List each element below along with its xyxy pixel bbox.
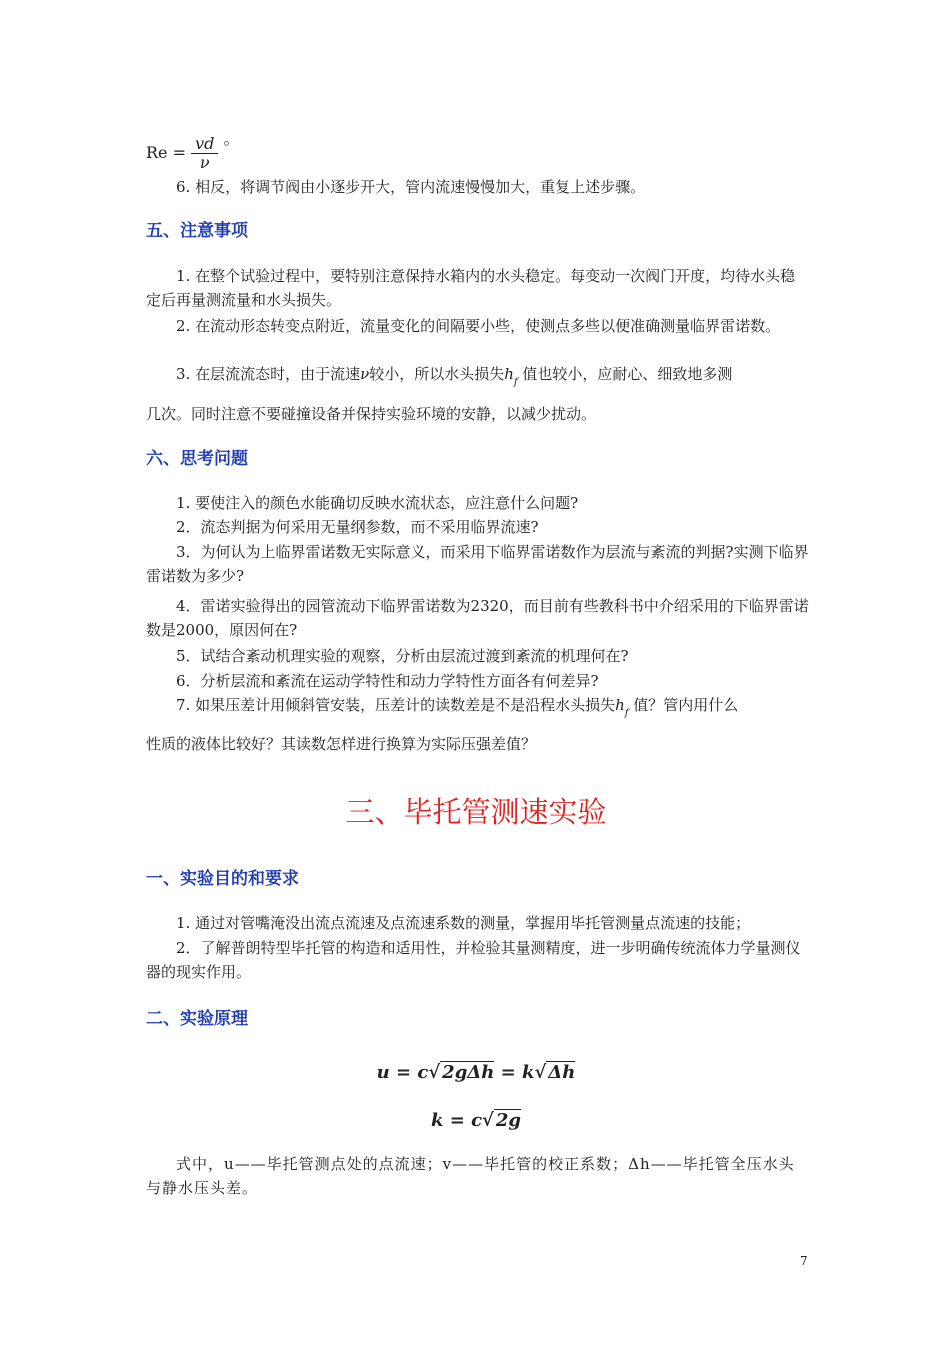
question-7-text-a: 7. 如果压差计用倾斜管安装，压差计的读数差是不是沿程水头损失 bbox=[176, 696, 616, 714]
question-7-line1 bbox=[146, 693, 810, 726]
question-7-line2: 性质的液体比较好？其读数怎样进行换算为实际压强差值？ bbox=[146, 735, 537, 753]
reynolds-formula bbox=[146, 126, 240, 172]
question-7-text-b: 值？管内用什么 bbox=[628, 696, 739, 714]
formula-1-radicand-2: Δh bbox=[548, 1062, 576, 1083]
step-6: 6. 相反，将调节阀由小逐步开大，管内流速慢慢加大，重复上述步骤。 bbox=[176, 178, 646, 196]
chapter-title: 三、毕托管测速实验 bbox=[345, 795, 607, 829]
reynolds-numerator: vd bbox=[191, 135, 218, 154]
note-item-3-line1 bbox=[146, 362, 810, 395]
question-3: 3．为何认为上临界雷诺数无实际意义，而采用下临界雷诺数作为层流与紊流的判据?实测下临界雷诺数为多少? bbox=[146, 543, 809, 585]
note-item-3-text-c: 值也较小，应耐心、细致地多测 bbox=[517, 365, 733, 383]
reynolds-fraction bbox=[191, 135, 218, 172]
note-item-3-line2: 几次。同时注意不要碰撞设备并保持实验环境的安静，以减少扰动。 bbox=[146, 405, 597, 423]
note-item-3-text-b: 较小，所以水头损失 bbox=[369, 365, 505, 383]
section-a-heading: 一、实验目的和要求 bbox=[146, 869, 299, 889]
note-item-2: 2. 在流动形态转变点附近，流量变化的间隔要小些，使测点多些以便准确测量临界雷诺数。 bbox=[176, 317, 781, 335]
note-item-1: 1. 在整个试验过程中，要特别注意保持水箱内的水头稳定。每变动一次阀门开度，均待水头稳定后再量测流量和水头损失。 bbox=[146, 267, 796, 309]
pitot-velocity-formula bbox=[0, 1062, 952, 1083]
formula-1-radicand-1: 2gΔh bbox=[442, 1062, 495, 1083]
question-5: 5．试结合紊动机理实验的观察，分析由层流过渡到紊流的机理何在? bbox=[176, 647, 629, 665]
question-2: 2．流态判据为何采用无量纲参数，而不采用临界流速? bbox=[176, 518, 539, 536]
page-number: 7 bbox=[800, 1254, 808, 1268]
question-6: 6．分析层流和紊流在运动学特性和动力学特性方面各有何差异? bbox=[176, 672, 599, 690]
pitot-coefficient-formula bbox=[0, 1110, 952, 1131]
formula-1-lhs: u = c bbox=[376, 1062, 429, 1083]
velocity-symbol: ν bbox=[360, 365, 370, 383]
section-5-heading: 五、注意事项 bbox=[146, 221, 248, 241]
head-loss-subscript: f bbox=[624, 708, 629, 719]
formula-explanation: 式中，u——毕托管测点处的点流速；v——毕托管的校正系数；Δh——毕托管全压水头与静水压头差。 bbox=[146, 1155, 795, 1197]
sqrt-sign: √ bbox=[482, 1110, 494, 1131]
question-4: 4．雷诺实验得出的园管流动下临界雷诺数为2320，而目前有些教科书中介绍采用的下临界雷诺数是2000，原因何在? bbox=[146, 597, 809, 639]
head-loss-subscript: f bbox=[513, 377, 518, 388]
objective-2: 2．了解普朗特型毕托管的构造和适用性，并检验其量测精度，进一步明确传统流体力学量测仪器的现实作用。 bbox=[146, 939, 801, 981]
formula-1-middle: = k bbox=[494, 1062, 535, 1083]
reynolds-lhs: Re = bbox=[146, 143, 187, 162]
head-loss-symbol: h bbox=[615, 696, 625, 714]
note-item-3-text-a: 3. 在层流流态时，由于流速 bbox=[176, 365, 361, 383]
section-6-heading: 六、思考问题 bbox=[146, 449, 248, 469]
formula-2-lhs: k = c bbox=[430, 1110, 483, 1131]
sqrt-sign: √ bbox=[534, 1062, 547, 1083]
reynolds-denominator: ν bbox=[199, 153, 210, 172]
formula-2-radicand: 2g bbox=[495, 1110, 521, 1131]
sqrt-sign: √ bbox=[428, 1062, 441, 1083]
question-1: 1. 要使注入的颜色水能确切反映水流状态，应注意什么问题? bbox=[176, 494, 579, 512]
section-b-heading: 二、实验原理 bbox=[146, 1009, 248, 1029]
reynolds-period: 。 bbox=[223, 129, 240, 148]
head-loss-symbol: h bbox=[504, 365, 514, 383]
objective-1: 1. 通过对管嘴淹没出流点流速及点流速系数的测量，掌握用毕托管测量点流速的技能； bbox=[176, 914, 751, 932]
